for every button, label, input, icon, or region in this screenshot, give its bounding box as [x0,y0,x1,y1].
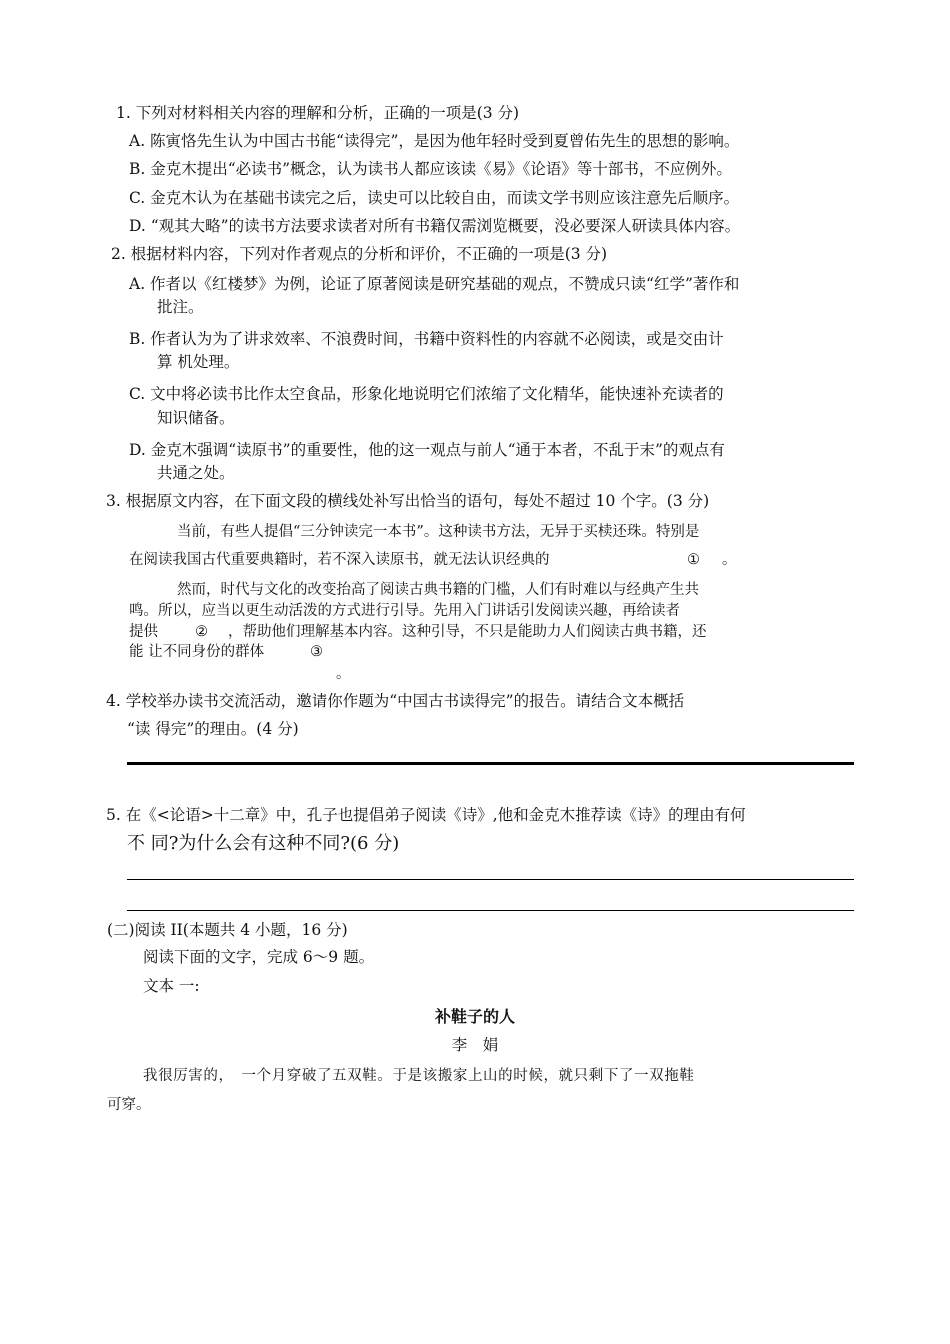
q5-answer-line-1 [127,879,854,880]
q1-option-c: C. 金克木认为在基础书读完之后，读史可以比较自由，而读文学书则应该注意先后顺序。 [129,189,740,207]
q2-option-c-line2: 知识储备。 [157,409,235,427]
q4-answer-line [127,762,854,765]
q3-passage-line2-end: 。 [722,552,737,568]
q4-line1: 4. 学校举办读书交流活动，邀请你作题为“中国古书读得完”的报告。请结合文本概括 [106,692,685,710]
q3-passage-line6: 能 让不同身份的群体 [129,644,265,660]
q3-passage-line2: 在阅读我国古代重要典籍时，若不深入读原书，就无法认识经典的 [129,552,550,568]
q3-passage-line4: 鸣。所以，应当以更生动活泼的方式进行引导。先用入门讲话引发阅读兴趣，再给读者 [129,603,680,619]
section2-instruction: 阅读下面的文字，完成 6～9 题。 [143,948,375,966]
q3-passage-line7: 。 [336,666,351,682]
section2-text-label: 文本 一: [143,977,200,995]
q2-option-b-line1: B. 作者认为为了讲求效率、不浪费时间，书籍中资料性的内容就不必阅读，或是交由计 [129,330,724,348]
q3-blank-1: ① [687,552,700,568]
q2-option-d-line1: D. 金克木强调“读原书”的重要性，他的这一观点与前人“通于本者，不乱于末”的观点有 [129,441,725,459]
q3-blank-2: ② [195,624,208,640]
q1-stem: 1. 下列对材料相关内容的理解和分析，正确的一项是(3 分) [116,104,520,122]
article-paragraph-1: 我很厉害的， 一个月穿破了五双鞋。于是该搬家上山的时候，就只剩下了一双拖鞋 [143,1068,695,1084]
article-title: 补鞋子的人 [434,1007,515,1026]
q1-option-a: A. 陈寅恪先生认为中国古书能“读得完”，是因为他年轻时受到夏曾佑先生的思想的影响。 [129,132,740,150]
q2-option-a-line2: 批注。 [157,298,204,316]
q5-line1: 5. 在《<论语>十二章》中，孔子也提倡弟子阅读《诗》,他和金克木推荐读《诗》的理由有何 [106,806,746,824]
q3-passage-line5-start: 提供 [129,624,158,640]
q3-passage-line3: 然而，时代与文化的改变抬高了阅读古典书籍的门槛，人们有时难以与经典产生共 [177,582,699,598]
section2-heading: (二)阅读 II(本题共 4 小题，16 分) [107,921,348,939]
q2-option-b-line2: 算 机处理。 [157,353,240,371]
q2-stem: 2. 根据材料内容，下列对作者观点的分析和评价，不正确的一项是(3 分) [111,245,608,263]
q5-line2: 不 同?为什么会有这种不同?(6 分) [127,833,400,854]
article-paragraph-1-cont: 可穿。 [107,1097,151,1113]
q3-stem: 3. 根据原文内容，在下面文段的横线处补写出恰当的语句，每处不超过 10 个字。(3 分) [106,492,710,510]
q5-answer-line-2 [127,910,854,911]
q3-passage-line5-end: ，帮助他们理解基本内容。这种引导，不只是能助力人们阅读古典书籍，还 [228,624,707,640]
q4-line2: “读 得完”的理由。(4 分) [127,720,299,738]
article-author: 李 娟 [451,1036,499,1054]
q2-option-d-line2: 共通之处。 [157,464,235,482]
q2-option-a-line1: A. 作者以《红楼梦》为例，论证了原著阅读是研究基础的观点，不赞成只读“红学”著作和 [129,275,740,293]
q1-option-b: B. 金克木提出“必读书”概念，认为读书人都应该读《易》《论语》等十部书，不应例外。 [129,160,732,178]
q2-option-c-line1: C. 文中将必读书比作太空食品，形象化地说明它们浓缩了文化精华，能快速补充读者的 [129,385,724,403]
q1-option-d: D. “观其大略”的读书方法要求读者对所有书籍仅需浏览概要，没必要深人研读具体内容。 [129,217,741,235]
q3-blank-3: ③ [310,644,323,660]
q3-passage-line1: 当前，有些人提倡“三分钟读完一本书”。这种读书方法，无异于买椟还珠。特别是 [177,524,700,540]
